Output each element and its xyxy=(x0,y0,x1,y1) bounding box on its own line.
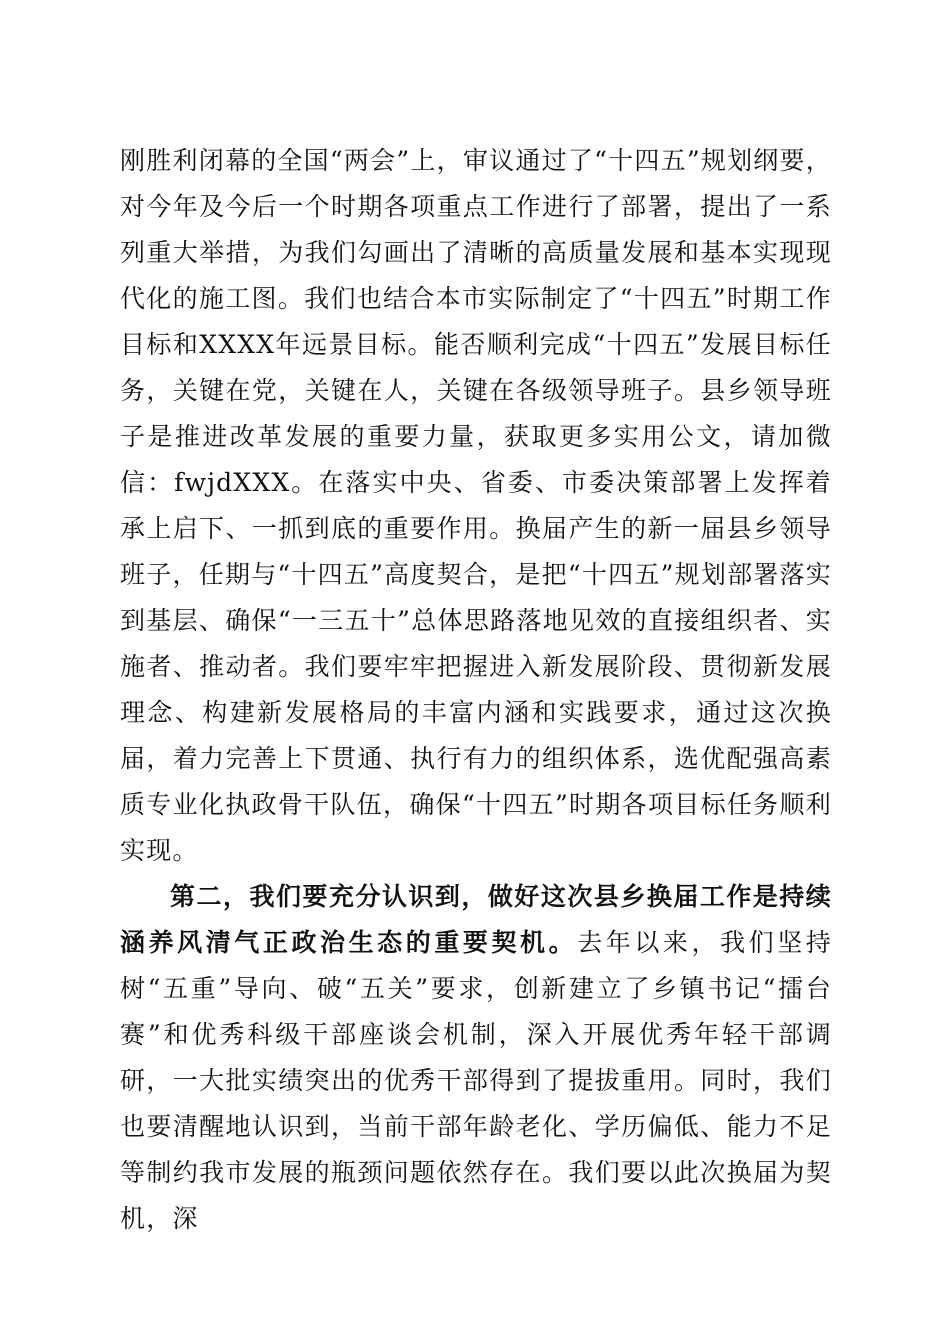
paragraph-2-text: 去年以来，我们坚持树“五重”导向、破“五关”要求，创新建立了乡镇书记“擂台赛”和优秀科级干部座谈会机制，深入开展优秀年轻干部调研，一大批实绩突出的优秀干部得到了提拔重用。同时，我们也要清醒地认识到，当前干部年龄老化、学历偏低、能力不足等制约我市发展的瓶颈问题依然存在。我们要以此次换届为契机，深 xyxy=(120,928,832,1233)
paragraph-2-lead: 第二，我们要充分认识到，做好这次县乡换届工作是持续涵养风清气正政治生态的重要契机。 xyxy=(120,882,832,957)
paragraph-1-text: 刚胜利闭幕的全国“两会”上，审议通过了“十四五”规划纲要，对今年及今后一个时期各项重点工作进行了部署，提出了一系列重大举措，为我们勾画出了清晰的高质量发展和基本实现现代化的施工图。我们也结合本市实际制定了“十四五”时期工作目标和XXXX年远景目标。能否顺利完成“十四五”发展目标任务，关键在党，关键在人，关键在各级领导班子。县乡领导班子是推进改革发展的重要力量，获取更多实用公文，请加微信：fwjdXXX。在落实中央、省委、市委决策部署上发挥着承上启下、一抓到底的重要作用。换届产生的新一届县乡领导班子，任期与“十四五”高度契合，是把“十四五”规划部署落实到基层、确保“一三五十”总体思路落地见效的直接组织者、实施者、推动者。我们要牢牢把握进入新发展阶段、贯彻新发展理念、构建新发展格局的丰富内涵和实践要求，通过这次换届，着力完善上下贯通、执行有力的组织体系，选优配强高素质专业化执政骨干队伍，确保“十四五”时期各项目标任务顺利实现。 xyxy=(120,146,832,865)
paragraph-1 xyxy=(120,138,832,874)
body-text xyxy=(120,138,832,1242)
paragraph-2 xyxy=(120,874,832,1242)
